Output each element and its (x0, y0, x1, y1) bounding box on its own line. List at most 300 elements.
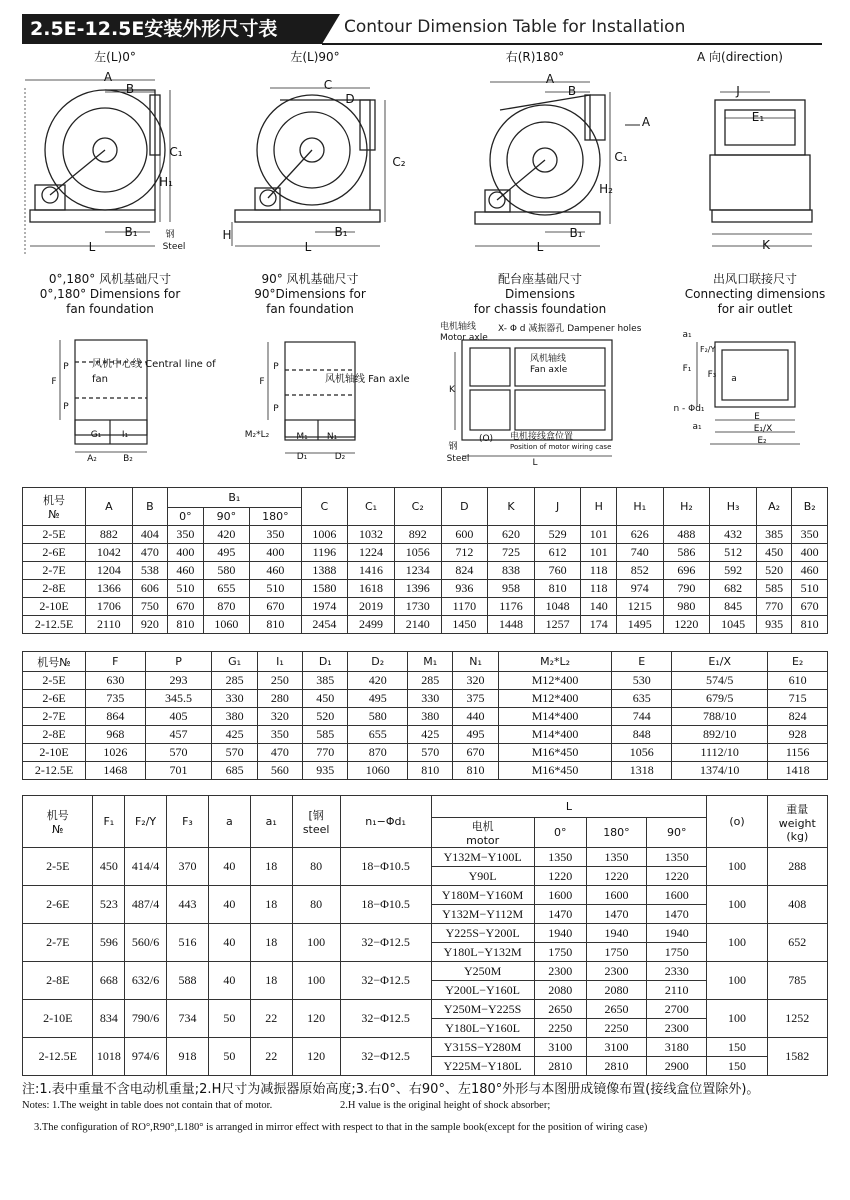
table-cell: 101 (581, 526, 616, 544)
table-cell: 770 (756, 598, 791, 616)
col-a: A (86, 488, 133, 526)
table-cell: 460 (792, 562, 828, 580)
table-cell: 918 (167, 1038, 209, 1076)
table-cell: 974/6 (125, 1038, 167, 1076)
table-cell: 570 (408, 744, 453, 762)
table-cell: 1416 (348, 562, 395, 580)
column-header: 机号№ (23, 652, 86, 672)
table-cell: 293 (145, 672, 212, 690)
table-cell: 2700 (647, 1000, 707, 1019)
table-cell: 488 (663, 526, 710, 544)
table-cell: 580 (348, 708, 408, 726)
col-steel (292, 796, 340, 848)
dim-label: H₁ (159, 175, 173, 189)
dim-label: D₂ (334, 452, 346, 462)
table-cell: 140 (581, 598, 616, 616)
table-cell: 1374/10 (672, 762, 768, 780)
col-j: J (534, 488, 581, 526)
dim-label: F₂/Y (700, 345, 716, 354)
table-cell: 734 (167, 1000, 209, 1038)
table2-header-row (23, 652, 828, 672)
table-cell: 495 (453, 726, 498, 744)
dimension-table-2 (22, 651, 828, 780)
table-cell: 838 (488, 562, 535, 580)
table-cell: 40 (208, 886, 250, 924)
table-cell: 824 (441, 562, 488, 580)
table-cell: 460 (168, 562, 203, 580)
fan-axle-en: Fan axle (530, 365, 568, 375)
table-cell: 696 (663, 562, 710, 580)
no-en: № (52, 823, 64, 836)
table-cell: 1196 (301, 544, 348, 562)
table-cell: 810 (534, 580, 581, 598)
table-cell: 1204 (86, 562, 133, 580)
table-cell: 405 (145, 708, 212, 726)
table-row (23, 544, 828, 562)
column-header: E₁/X (672, 652, 768, 672)
table-cell: 958 (488, 580, 535, 598)
dim-label: F₃ (707, 370, 717, 380)
table-cell: 810 (168, 616, 203, 634)
dim-label: G₁ (90, 430, 102, 440)
table-cell: 330 (212, 690, 257, 708)
table-cell: 2-8E (23, 580, 86, 598)
table-row (23, 848, 828, 867)
table-row (23, 672, 828, 690)
table-cell: 1215 (616, 598, 663, 616)
table-cell: 834 (93, 1000, 125, 1038)
table-cell: 2650 (586, 1000, 646, 1019)
col-f2y: F₂/Y (125, 796, 167, 848)
table-cell: 18 (250, 924, 292, 962)
table-cell: 487/4 (125, 886, 167, 924)
table-cell: 1032 (348, 526, 395, 544)
title-en: Contour Dimension Table for Installation (344, 17, 686, 37)
table-cell: 974 (616, 580, 663, 598)
dim-label: n - Φd₁ (673, 404, 705, 414)
table-cell: 980 (663, 598, 710, 616)
col-d: D (441, 488, 488, 526)
table-cell: 968 (86, 726, 146, 744)
table-cell: 470 (132, 544, 167, 562)
dim-label: E (754, 412, 760, 422)
column-header: E₂ (768, 652, 828, 672)
table-cell: 788/10 (672, 708, 768, 726)
table-cell: 385 (303, 672, 348, 690)
table-cell: 1495 (616, 616, 663, 634)
table-cell: 530 (612, 672, 672, 690)
table-cell: 512 (710, 544, 757, 562)
table-cell: 810 (250, 616, 301, 634)
col-a: a (208, 796, 250, 848)
table-cell: 668 (93, 962, 125, 1000)
dim-label: K (449, 385, 455, 395)
table-cell: 2900 (647, 1057, 707, 1076)
table-cell: 2330 (647, 962, 707, 981)
col-h1: H₁ (616, 488, 663, 526)
table-row (23, 744, 828, 762)
table-cell: 936 (441, 580, 488, 598)
dim-label: a₁ (682, 330, 692, 340)
table-cell: 350 (168, 526, 203, 544)
dim-label: B (567, 84, 577, 98)
dim-label: K (762, 238, 770, 252)
table-cell: 585 (303, 726, 348, 744)
table-cell: 1940 (534, 924, 586, 943)
table-cell: 150 (707, 1057, 767, 1076)
table-cell: 810 (792, 616, 828, 634)
table-cell: 760 (534, 562, 581, 580)
table-cell: 425 (212, 726, 257, 744)
table-cell: M16*450 (498, 744, 612, 762)
dim-label: F (51, 377, 57, 387)
col-b1-90: 90° (203, 508, 250, 526)
table-cell: 606 (132, 580, 167, 598)
table-cell: 1018 (93, 1038, 125, 1076)
view2-title: 左(L)90° (290, 50, 340, 64)
table-cell: 712 (441, 544, 488, 562)
view4-title: A 向(direction) (697, 50, 783, 64)
section2-en: 90°Dimensions for (254, 287, 366, 301)
section4-en2: for air outlet (717, 302, 793, 316)
dimension-table-3 (22, 795, 828, 1076)
dim-label: P (63, 362, 69, 372)
table-cell: Y225M−Y180L (431, 1057, 534, 1076)
table-cell: 2-6E (23, 544, 86, 562)
col-c: C (301, 488, 348, 526)
table-cell: 864 (86, 708, 146, 726)
table-cell: 280 (257, 690, 302, 708)
view1-fan-drawing (25, 80, 170, 255)
table-cell: 80 (292, 848, 340, 886)
table-cell: 1257 (534, 616, 581, 634)
table-cell: 2019 (348, 598, 395, 616)
col-l0: 0° (534, 818, 586, 848)
table-cell: 425 (408, 726, 453, 744)
table-cell: 1600 (586, 886, 646, 905)
section4-en: Connecting dimensions (684, 287, 826, 301)
table-cell: 18−Φ10.5 (340, 848, 431, 886)
table-cell: 655 (203, 580, 250, 598)
table-row (23, 616, 828, 634)
table-cell: 1418 (768, 762, 828, 780)
table-cell: 2250 (534, 1019, 586, 1038)
table-cell: 510 (250, 580, 301, 598)
column-header: D₁ (303, 652, 348, 672)
section3-en: Dimensions (504, 287, 576, 301)
table-cell: 32−Φ12.5 (340, 924, 431, 962)
column-header: D₂ (348, 652, 408, 672)
table-cell: 1582 (767, 1038, 827, 1076)
dimension-table-1 (22, 487, 828, 634)
table-cell: 450 (93, 848, 125, 886)
table-cell: 538 (132, 562, 167, 580)
table-cell: 1350 (647, 848, 707, 867)
table-cell: 1470 (586, 905, 646, 924)
view1-title: 左(L)0° (94, 50, 136, 64)
table-cell: 744 (612, 708, 672, 726)
table-cell: 2300 (586, 962, 646, 981)
weight-cn: 重量 (786, 802, 809, 816)
table-row (23, 690, 828, 708)
table-cell: 100 (707, 848, 767, 886)
table-cell: 118 (581, 580, 616, 598)
table-cell: 22 (250, 1000, 292, 1038)
table-cell: 2-12.5E (23, 1038, 93, 1076)
fan-axle-cn: 风机轴线 (530, 354, 567, 364)
table-cell: 1220 (534, 867, 586, 886)
title-cn: 2.5E-12.5E安装外形尺寸表 (22, 14, 322, 44)
table-cell: 380 (212, 708, 257, 726)
table-cell: 1026 (86, 744, 146, 762)
table-cell: 845 (710, 598, 757, 616)
table-cell: Y200L−Y160L (431, 981, 534, 1000)
col-f1: F₁ (93, 796, 125, 848)
dim-label: H₂ (599, 182, 613, 196)
table-cell: 18−Φ10.5 (340, 886, 431, 924)
table-cell: 330 (408, 690, 453, 708)
section1-en: 0°,180° Dimensions for (39, 287, 181, 301)
dim-label: B₁ (569, 226, 583, 240)
table-cell: 18 (250, 848, 292, 886)
dim-label: a (731, 374, 737, 384)
table-cell: 560/6 (125, 924, 167, 962)
table-cell: 1618 (348, 580, 395, 598)
table-cell: 18 (250, 886, 292, 924)
table-cell: 118 (581, 562, 616, 580)
dim-label: A (545, 72, 555, 86)
table-cell: 1252 (767, 1000, 827, 1038)
table-cell: M12*400 (498, 690, 612, 708)
table-cell: 520 (756, 562, 791, 580)
table-cell: 670 (168, 598, 203, 616)
col-l90: 90° (647, 818, 707, 848)
column-header: I₁ (257, 652, 302, 672)
col-b1-0: 0° (168, 508, 203, 526)
dim-label: B (125, 82, 135, 96)
motor-cn: 电机 (471, 820, 494, 833)
table-cell: 400 (168, 544, 203, 562)
section2-title (225, 272, 395, 317)
table-cell: M14*400 (498, 726, 612, 744)
col-a1: a₁ (250, 796, 292, 848)
section1-title (20, 272, 200, 317)
table-cell: 1974 (301, 598, 348, 616)
table-cell: 596 (93, 924, 125, 962)
table-cell: 770 (303, 744, 348, 762)
dim-label: F (259, 377, 265, 387)
col-f3: F₃ (167, 796, 209, 848)
table-cell: 892 (394, 526, 441, 544)
table-row (23, 526, 828, 544)
table-cell: 516 (167, 924, 209, 962)
table-row (23, 708, 828, 726)
table-cell: 320 (453, 672, 498, 690)
table-cell: 520 (303, 708, 348, 726)
table-cell: Y250M−Y225S (431, 1000, 534, 1019)
table-cell: 635 (612, 690, 672, 708)
col-weight (767, 796, 827, 848)
table-cell: 285 (408, 672, 453, 690)
table-cell: 1042 (86, 544, 133, 562)
section1-cn: 0°,180° 风机基础尺寸 (48, 272, 172, 286)
dim-label: A (103, 70, 113, 84)
table-cell: 100 (707, 1000, 767, 1038)
col-nd: n₁−Φd₁ (340, 796, 431, 848)
table-cell: 2140 (394, 616, 441, 634)
column-header: E (612, 652, 672, 672)
table-cell: 685 (212, 762, 257, 780)
table-cell: 350 (250, 526, 301, 544)
table-cell: 100 (707, 962, 767, 1000)
table-cell: Y315S−Y280M (431, 1038, 534, 1057)
table-cell: 1224 (348, 544, 395, 562)
table-cell: 790/6 (125, 1000, 167, 1038)
table-row (23, 962, 828, 981)
table-cell: 701 (145, 762, 212, 780)
table-cell: 626 (616, 526, 663, 544)
table-cell: 460 (250, 562, 301, 580)
table-cell: 120 (292, 1000, 340, 1038)
no-cn: 机号 (46, 809, 69, 822)
table-cell: Y132M−Y100L (431, 848, 534, 867)
table-cell: 1220 (586, 867, 646, 886)
table-cell: 40 (208, 848, 250, 886)
dim-label: E₁/X (753, 424, 773, 434)
table-cell: 2-12.5E (23, 616, 86, 634)
table-cell: 100 (707, 886, 767, 924)
table-cell: 288 (767, 848, 827, 886)
table-cell: Y180L−Y160L (431, 1019, 534, 1038)
table-cell: 40 (208, 924, 250, 962)
dim-label: A₂ (87, 454, 97, 464)
dim-label: I₁ (121, 430, 129, 440)
table-cell: 630 (86, 672, 146, 690)
table-cell: 790 (663, 580, 710, 598)
dim-label: P (273, 362, 279, 372)
table-cell: 2-6E (23, 886, 93, 924)
table-cell: 2-5E (23, 526, 86, 544)
weight-en: weight (778, 816, 816, 830)
dim-label: P (273, 404, 279, 414)
table-cell: 414/4 (125, 848, 167, 886)
col-c1: C₁ (348, 488, 395, 526)
table-cell: 1056 (394, 544, 441, 562)
table-cell: 750 (132, 598, 167, 616)
table-cell: 1600 (647, 886, 707, 905)
table-cell: 570 (212, 744, 257, 762)
table-cell: Y180M−Y160M (431, 886, 534, 905)
table-cell: 610 (768, 672, 828, 690)
table3-body (23, 848, 828, 1076)
dim-label: F₁ (682, 364, 692, 374)
weight-unit: (kg) (786, 829, 809, 843)
table-cell: 2-10E (23, 1000, 93, 1038)
col-h: H (581, 488, 616, 526)
table-cell: 585 (756, 580, 791, 598)
table-cell: 570 (145, 744, 212, 762)
table-cell: 2-8E (23, 726, 86, 744)
dim-label: P (63, 402, 69, 412)
col-c2: C₂ (394, 488, 441, 526)
table-cell: 375 (453, 690, 498, 708)
notes-cn: 注:1.表中重量不含电动机重量;2.H尺寸为减振器原始高度;3.右0°、右90°、左180°外形与本图册成镜像布置(接线盒位置除外)。 (22, 1082, 760, 1097)
dim-label: Steel (162, 242, 186, 252)
table-cell: Y225S−Y200L (431, 924, 534, 943)
table-row (23, 1000, 828, 1019)
table-cell: 3100 (586, 1038, 646, 1057)
dim-label: L (88, 240, 96, 254)
table-cell: 457 (145, 726, 212, 744)
table-cell: 1350 (586, 848, 646, 867)
column-header: G₁ (212, 652, 257, 672)
table-cell: 174 (581, 616, 616, 634)
table-cell: 2-5E (23, 672, 86, 690)
section4-title (670, 272, 840, 317)
dim-label: L (532, 458, 538, 468)
section2-en2: fan foundation (266, 302, 354, 316)
column-header: F (86, 652, 146, 672)
table-cell: 670 (453, 744, 498, 762)
table-cell: 250 (257, 672, 302, 690)
table-cell: 529 (534, 526, 581, 544)
table-row (23, 886, 828, 905)
table-cell: 285 (212, 672, 257, 690)
table-cell: 495 (348, 690, 408, 708)
table-cell: 1580 (301, 580, 348, 598)
fan-axle-label: 风机轴线 Fan axle (325, 374, 410, 385)
table-cell: 150 (707, 1038, 767, 1057)
col-l180: 180° (586, 818, 646, 848)
column-header: M₁ (408, 652, 453, 672)
table-cell: 420 (348, 672, 408, 690)
table-cell: 1450 (441, 616, 488, 634)
table-cell: 1006 (301, 526, 348, 544)
dim-label: a₁ (692, 422, 702, 432)
table-cell: Y90L (431, 867, 534, 886)
view3-title: 右(R)180° (505, 50, 565, 64)
wiring-en: Position of motor wiring case (510, 443, 612, 451)
table-cell: 1750 (586, 943, 646, 962)
col-k: K (488, 488, 535, 526)
dim-label: E₂ (757, 436, 767, 446)
table-cell: 735 (86, 690, 146, 708)
table-cell: 1220 (663, 616, 710, 634)
table-cell: 120 (292, 1038, 340, 1076)
col-o: (o) (707, 796, 767, 848)
table-cell: 101 (581, 544, 616, 562)
table-cell: 1056 (612, 744, 672, 762)
table-cell: 600 (441, 526, 488, 544)
col-no (23, 488, 86, 526)
table-cell: 935 (756, 616, 791, 634)
table-cell: 612 (534, 544, 581, 562)
table-cell: M16*450 (498, 762, 612, 780)
column-header: P (145, 652, 212, 672)
table-cell: 928 (768, 726, 828, 744)
table-cell: 592 (710, 562, 757, 580)
table-cell: 588 (167, 962, 209, 1000)
wiring-cn: 电机接线盒位置 (510, 432, 574, 442)
dim-label: C₂ (392, 155, 406, 169)
table-cell: 882 (86, 526, 133, 544)
table-cell: 632/6 (125, 962, 167, 1000)
table-cell: 2-8E (23, 962, 93, 1000)
dim-label: N₁ (326, 432, 338, 442)
table-cell: 100 (707, 924, 767, 962)
table-cell: 1388 (301, 562, 348, 580)
table-cell: 1706 (86, 598, 133, 616)
